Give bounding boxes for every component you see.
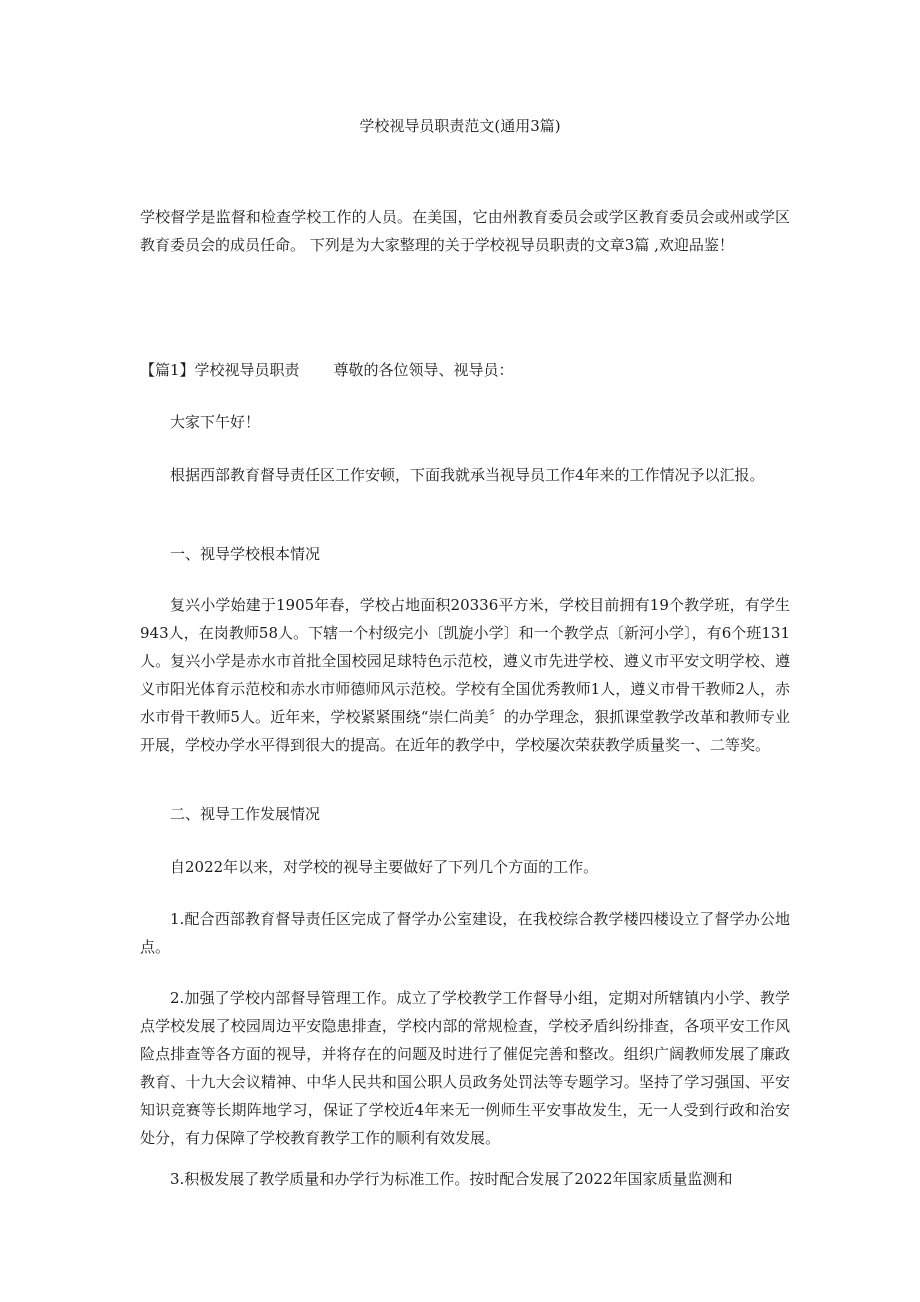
salutation: 尊敬的各位领导、视导员：	[333, 361, 514, 379]
since-2022-paragraph: 自2022年以来，对学校的视导主要做好了下列几个方面的工作。	[170, 858, 599, 876]
item-3-paragraph: 3.积极发展了教学质量和办学行为标准工作。按时配合发展了2022年国家质量监测和	[170, 1170, 733, 1188]
heading-two: 二、视导工作发展情况	[170, 805, 321, 823]
section-1-header	[140, 356, 790, 384]
school-info-paragraph: 复兴小学始建于1905年春，学校占地面积20336平方米，学校目前拥有19个教学班，有学生943人，在岗教师58人。下辖一个村级完小〔凯旋小学〕和一个教学点〔新河小学〕，有6个班131人。复兴小学是赤水市首批全国校园足球特色示范校，遵义市先进学校、遵义市平安文明学校、遵义市阳光体育示范校和赤水市师德师风示范校。学校有全国优秀教师1人，遵义市骨干教师2人，赤水市骨干教师5人。近年来，学校紧紧围绕“崇仁尚美〞的办学理念，狠抓课堂教学改革和教师专业开展，学校办学水平得到很大的提高。在近年的教学中，学校屡次荣获教学质量奖一、二等奖。	[140, 596, 790, 754]
item-2-paragraph: 2.加强了学校内部督导管理工作。成立了学校教学工作督导小组，定期对所辖镇内小学、教学点学校发展了校园周边平安隐患排查，学校内部的常规检查，学校矛盾纠纷排查，各项平安工作风险点排查等各方面的视导，并将存在的问题及时进行了催促完善和整改。组织广阔教师发展了廉政教育、十九大会议精神、中华人民共和国公职人员政务处罚法等专题学习。坚持了学习强国、平安知识竞赛等长期阵地学习，保证了学校近4年来无一例师生平安事故发生，无一人受到行政和治安处分，有力保障了学校教育教学工作的顺利有效发展。	[140, 989, 790, 1147]
report-intro-paragraph: 根据西部教育督导责任区工作安顿，下面我就承当视导员工作4年来的工作情况予以汇报。	[170, 466, 765, 484]
document-title: 学校视导员职责范文(通用3篇)	[359, 117, 561, 135]
intro-paragraph: 学校督学是监督和检查学校工作的人员。在美国，它由州教育委员会或学区教育委员会或州或学区教育委员会的成员任命。 下列是为大家整理的关于学校视导员职责的文章3篇 ,欢迎品鉴！	[140, 208, 790, 254]
heading-one: 一、视导学校根本情况	[170, 545, 321, 563]
greeting-paragraph: 大家下午好！	[170, 413, 261, 431]
section-1-label: 【篇1】学校视导员职责	[140, 361, 300, 379]
item-1-paragraph: 1.配合西部教育督导责任区完成了督学办公室建设，在我校综合教学楼四楼设立了督学办公地点。	[140, 910, 790, 956]
